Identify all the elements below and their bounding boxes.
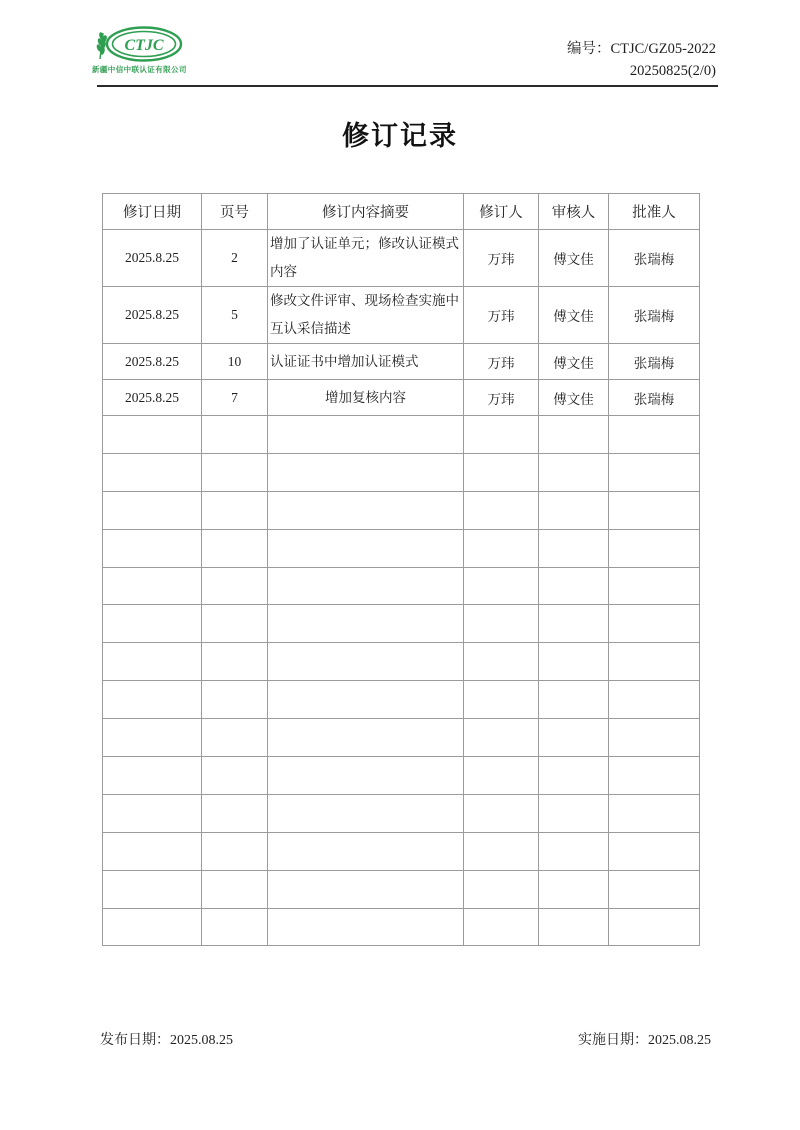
empty-cell: [103, 605, 202, 643]
table-row: [103, 230, 700, 287]
empty-cell: [268, 908, 464, 946]
empty-cell: [202, 719, 268, 757]
empty-cell: [268, 453, 464, 491]
empty-cell: [464, 908, 539, 946]
page-no-cell: 10: [202, 344, 268, 380]
revision-date-cell: 2025.8.25: [103, 230, 202, 287]
empty-cell: [464, 719, 539, 757]
empty-table-row: [103, 416, 700, 454]
revision-date-cell: 2025.8.25: [103, 344, 202, 380]
empty-table-row: [103, 870, 700, 908]
empty-table-row: [103, 529, 700, 567]
doc-no-line1: 编号：CTJC/GZ05-2022: [566, 41, 716, 57]
col-header-summary: 修订内容摘要: [268, 194, 464, 230]
empty-cell: [103, 719, 202, 757]
empty-cell: [464, 681, 539, 719]
empty-cell: [103, 681, 202, 719]
summary-cell: 增加了认证单元；修改认证模式内容: [268, 230, 464, 287]
empty-table-row: [103, 605, 700, 643]
reviser-cell: 万玮: [464, 287, 539, 344]
empty-cell: [464, 529, 539, 567]
approver-cell: 张瑞梅: [609, 380, 700, 416]
empty-cell: [464, 643, 539, 681]
revision-date-cell: 2025.8.25: [103, 287, 202, 344]
reviewer-cell: 傅文佳: [539, 380, 609, 416]
empty-cell: [268, 529, 464, 567]
col-header-page-no: 页号: [202, 194, 268, 230]
document-number: [567, 38, 716, 82]
empty-cell: [539, 643, 609, 681]
empty-cell: [103, 416, 202, 454]
empty-cell: [202, 643, 268, 681]
empty-table-row: [103, 832, 700, 870]
ctjc-logo-icon: [92, 25, 188, 63]
header-row: [103, 194, 700, 230]
empty-cell: [103, 491, 202, 529]
empty-cell: [268, 832, 464, 870]
empty-cell: [464, 870, 539, 908]
empty-cell: [202, 870, 268, 908]
release-date-text: 发布日期：2025.08.25: [100, 1033, 233, 1048]
page-no-cell: 5: [202, 287, 268, 344]
col-header-reviser: 修订人: [464, 194, 539, 230]
empty-cell: [268, 870, 464, 908]
summary-cell: 增加复核内容: [268, 380, 464, 416]
empty-cell: [609, 491, 700, 529]
empty-cell: [202, 794, 268, 832]
empty-cell: [268, 605, 464, 643]
doc-no-line2: 20250825(2/0): [629, 63, 716, 79]
empty-cell: [464, 567, 539, 605]
approver-cell: 张瑞梅: [609, 287, 700, 344]
empty-cell: [539, 416, 609, 454]
revision-date-cell: 2025.8.25: [103, 380, 202, 416]
empty-cell: [539, 870, 609, 908]
empty-cell: [103, 453, 202, 491]
empty-cell: [609, 567, 700, 605]
page-footer: [100, 1029, 711, 1049]
empty-cell: [103, 567, 202, 605]
empty-cell: [202, 832, 268, 870]
empty-table-row: [103, 453, 700, 491]
empty-cell: [103, 757, 202, 795]
empty-cell: [268, 416, 464, 454]
empty-cell: [103, 870, 202, 908]
page-no-cell: 2: [202, 230, 268, 287]
empty-table-row: [103, 567, 700, 605]
empty-cell: [539, 681, 609, 719]
empty-cell: [464, 453, 539, 491]
empty-cell: [103, 529, 202, 567]
empty-cell: [609, 870, 700, 908]
empty-cell: [103, 832, 202, 870]
summary-cell: 修改文件评审、现场检查实施中互认采信描述: [268, 287, 464, 344]
empty-cell: [202, 453, 268, 491]
empty-cell: [202, 681, 268, 719]
approver-cell: 张瑞梅: [609, 344, 700, 380]
empty-cell: [609, 416, 700, 454]
empty-cell: [464, 416, 539, 454]
page-no-cell: 7: [202, 380, 268, 416]
empty-table-row: [103, 908, 700, 946]
empty-cell: [539, 491, 609, 529]
empty-cell: [202, 529, 268, 567]
empty-cell: [609, 719, 700, 757]
col-header-revision-date: 修订日期: [103, 194, 202, 230]
empty-cell: [609, 529, 700, 567]
table-row: [103, 287, 700, 344]
summary-cell: 认证证书中增加认证模式: [268, 344, 464, 380]
col-header-approver: 批准人: [609, 194, 700, 230]
table-row: [103, 380, 700, 416]
empty-cell: [103, 643, 202, 681]
company-logo: [92, 25, 202, 75]
empty-cell: [539, 605, 609, 643]
empty-cell: [202, 908, 268, 946]
table-row: [103, 344, 700, 380]
empty-cell: [202, 416, 268, 454]
empty-cell: [268, 681, 464, 719]
empty-cell: [202, 567, 268, 605]
reviser-cell: 万玮: [464, 344, 539, 380]
empty-cell: [268, 491, 464, 529]
col-header-reviewer: 审核人: [539, 194, 609, 230]
header-divider: [97, 85, 718, 87]
empty-cell: [539, 794, 609, 832]
empty-cell: [103, 908, 202, 946]
empty-cell: [609, 643, 700, 681]
empty-cell: [539, 529, 609, 567]
reviewer-cell: 傅文佳: [539, 287, 609, 344]
empty-cell: [539, 832, 609, 870]
implement-date-text: 实施日期：2025.08.25: [578, 1033, 711, 1048]
reviser-cell: 万玮: [464, 380, 539, 416]
revision-table-body: [103, 230, 700, 946]
empty-cell: [464, 491, 539, 529]
empty-cell: [464, 605, 539, 643]
empty-cell: [539, 567, 609, 605]
empty-cell: [268, 643, 464, 681]
empty-cell: [609, 605, 700, 643]
empty-cell: [464, 757, 539, 795]
empty-table-row: [103, 794, 700, 832]
empty-cell: [539, 908, 609, 946]
empty-table-row: [103, 491, 700, 529]
empty-cell: [539, 719, 609, 757]
empty-cell: [609, 832, 700, 870]
logo-abbr-text: CTJC: [124, 37, 164, 54]
empty-table-row: [103, 757, 700, 795]
empty-cell: [268, 757, 464, 795]
empty-cell: [539, 757, 609, 795]
company-name-text: 新疆中信中联认证有限公司: [92, 65, 187, 74]
reviser-cell: 万玮: [464, 230, 539, 287]
empty-cell: [202, 757, 268, 795]
empty-table-row: [103, 681, 700, 719]
reviewer-cell: 傅文佳: [539, 344, 609, 380]
empty-cell: [609, 908, 700, 946]
empty-cell: [464, 794, 539, 832]
page-title: 修订记录: [342, 121, 458, 151]
reviewer-cell: 傅文佳: [539, 230, 609, 287]
empty-cell: [539, 453, 609, 491]
empty-cell: [268, 794, 464, 832]
revision-table-header: [103, 194, 700, 230]
empty-table-row: [103, 643, 700, 681]
empty-cell: [609, 794, 700, 832]
empty-cell: [202, 491, 268, 529]
empty-cell: [202, 605, 268, 643]
approver-cell: 张瑞梅: [609, 230, 700, 287]
empty-cell: [268, 719, 464, 757]
revision-table: [102, 193, 700, 946]
empty-cell: [609, 453, 700, 491]
empty-cell: [268, 567, 464, 605]
empty-table-row: [103, 719, 700, 757]
empty-cell: [609, 681, 700, 719]
empty-cell: [609, 757, 700, 795]
empty-cell: [103, 794, 202, 832]
empty-cell: [464, 832, 539, 870]
